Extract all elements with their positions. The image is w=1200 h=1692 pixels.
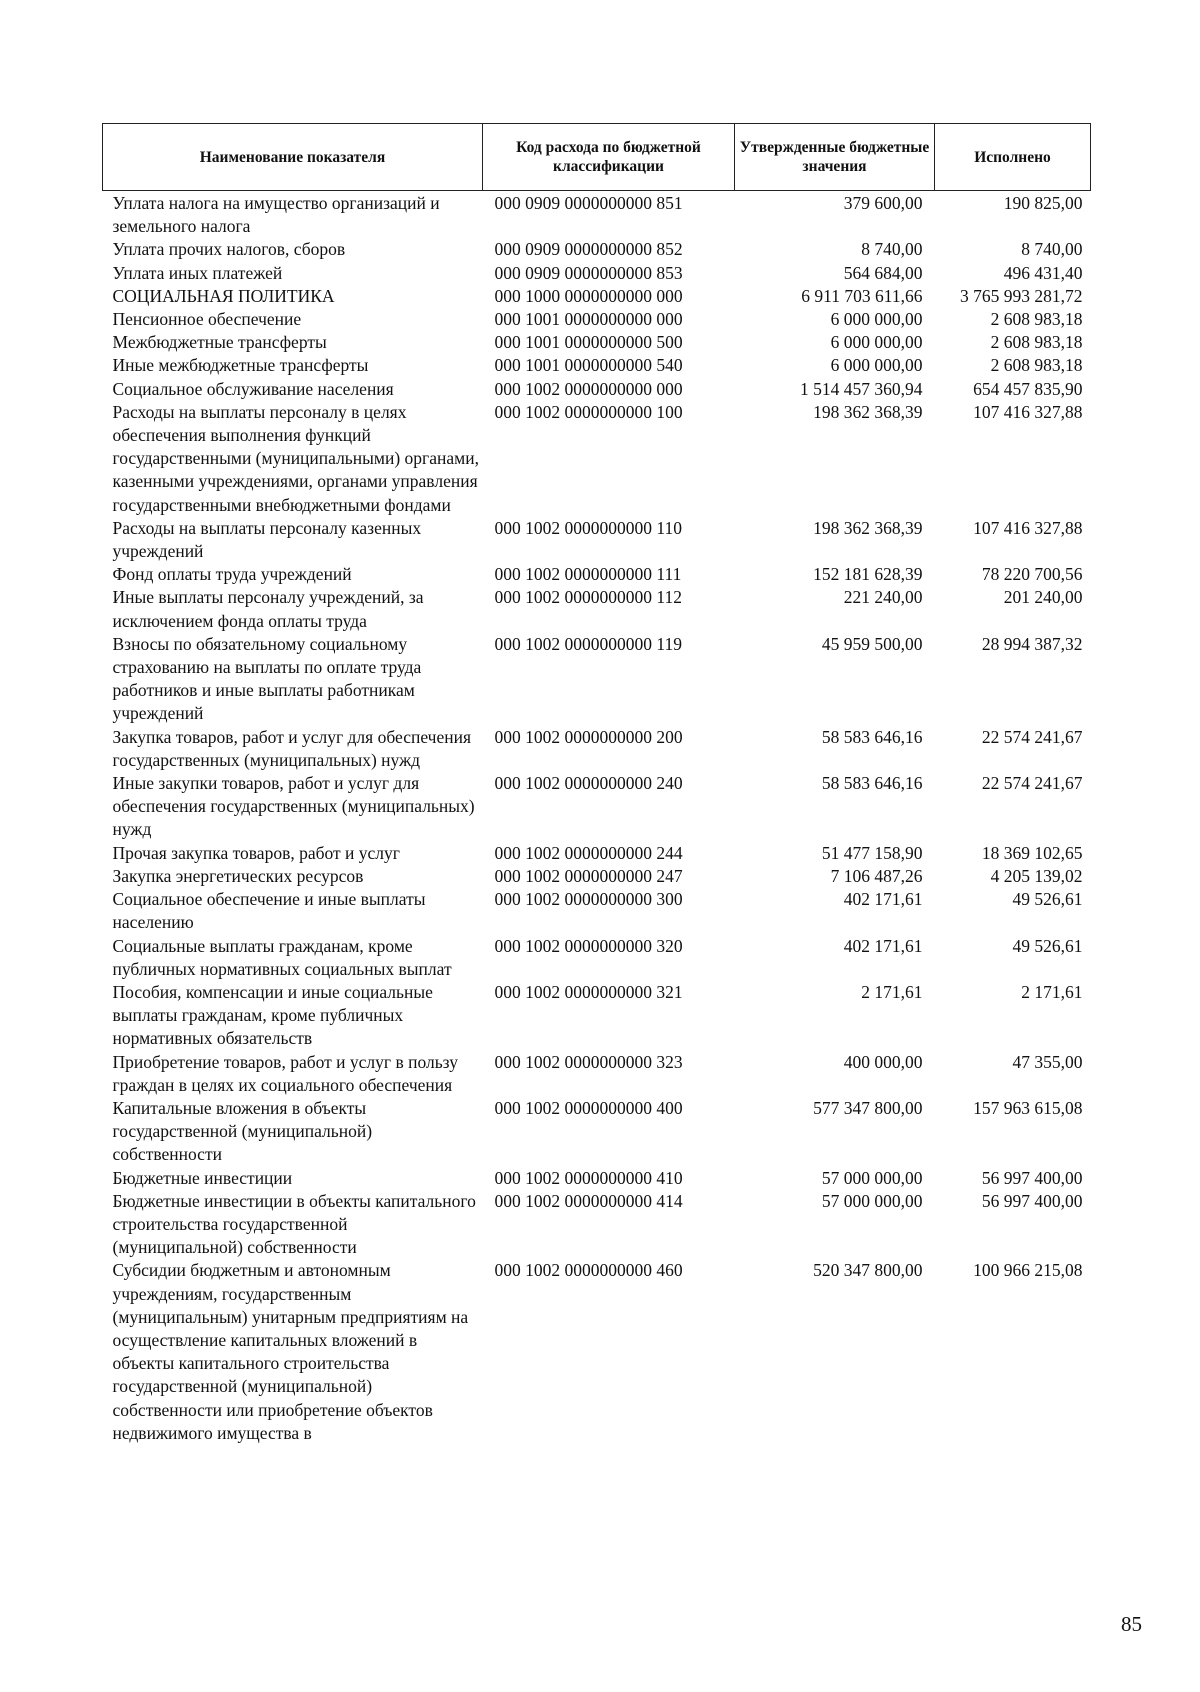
row-executed-cell: 22 574 241,67	[981, 773, 1083, 794]
row-name-cell: Пособия, компенсации и иные социальные выплаты гражданам, кроме публичных нормативных обязательств	[112, 981, 433, 1049]
row-name-cell: Межбюджетные трансферты	[112, 332, 327, 353]
row-executed-cell: 2 608 983,18	[990, 309, 1083, 330]
row-code-cell: 000 1002 0000000000 111	[494, 564, 682, 585]
row-name-cell: Фонд оплаты труда учреждений	[112, 564, 352, 585]
row-code-cell: 000 1002 0000000000 244	[494, 842, 683, 863]
row-code-cell: 000 1002 0000000000 323	[494, 1051, 683, 1072]
row-approved-cell: 2 171,61	[861, 981, 923, 1002]
row-code-cell: 000 1002 0000000000 100	[494, 401, 683, 422]
row-executed-cell: 654 457 835,90	[973, 378, 1083, 399]
row-executed-cell: 496 431,40	[1003, 262, 1083, 283]
table-row	[103, 1051, 1091, 1097]
row-approved-cell: 198 362 368,39	[813, 401, 923, 422]
table-row	[103, 262, 1091, 285]
row-approved-cell: 1 514 457 360,94	[800, 378, 923, 399]
row-approved-cell: 6 000 000,00	[830, 355, 923, 376]
table-row	[103, 865, 1091, 888]
row-approved-cell: 51 477 158,90	[821, 842, 923, 863]
row-name-cell: Взносы по обязательному социальному страхованию на выплаты по оплате труда работников и иные выплаты работникам учреждений	[112, 633, 422, 724]
row-code-cell: 000 1002 0000000000 320	[494, 935, 683, 956]
row-name-cell: Уплата иных платежей	[112, 262, 283, 283]
table-row	[103, 981, 1091, 1051]
row-executed-cell: 100 966 215,08	[973, 1260, 1083, 1281]
row-name-cell: Пенсионное обеспечение	[112, 309, 302, 330]
row-executed-cell: 8 740,00	[1021, 239, 1083, 260]
row-executed-cell: 18 369 102,65	[981, 842, 1083, 863]
row-code-cell: 000 1002 0000000000 000	[494, 378, 683, 399]
row-code-cell: 000 1002 0000000000 110	[494, 517, 682, 538]
table-row	[103, 633, 1091, 726]
row-name-cell: Расходы на выплаты персоналу казенных учреждений	[112, 517, 422, 562]
table-row	[103, 238, 1091, 261]
table-row	[103, 586, 1091, 632]
row-code-cell: 000 1002 0000000000 460	[494, 1260, 683, 1281]
row-executed-cell: 47 355,00	[1012, 1051, 1083, 1072]
row-approved-cell: 6 000 000,00	[830, 332, 923, 353]
row-code-cell: 000 1002 0000000000 240	[494, 773, 683, 794]
table-row	[103, 772, 1091, 842]
row-executed-cell: 4 205 139,02	[990, 865, 1083, 886]
table-row	[103, 308, 1091, 331]
row-name-cell: Иные закупки товаров, работ и услуг для обеспечения государственных (муниципальных) нужд	[112, 773, 475, 840]
row-approved-cell: 402 171,61	[843, 935, 923, 956]
row-executed-cell: 49 526,61	[1012, 889, 1083, 910]
row-code-cell: 000 0909 0000000000 852	[494, 239, 683, 260]
row-code-cell: 000 1002 0000000000 119	[494, 633, 682, 654]
table-row	[103, 354, 1091, 377]
table-row	[103, 331, 1091, 354]
row-name-cell: Бюджетные инвестиции	[112, 1167, 293, 1188]
table-row	[103, 1097, 1091, 1167]
row-executed-cell: 2 608 983,18	[990, 355, 1083, 376]
row-name-cell: Социальные выплаты гражданам, кроме публичных нормативных социальных выплат	[112, 935, 452, 979]
row-executed-cell: 56 997 400,00	[981, 1190, 1083, 1211]
row-executed-cell: 28 994 387,32	[981, 633, 1083, 654]
row-approved-cell: 402 171,61	[843, 889, 923, 910]
table-row	[103, 888, 1091, 934]
row-executed-cell: 56 997 400,00	[981, 1167, 1083, 1188]
row-name-cell: СОЦИАЛЬНАЯ ПОЛИТИКА	[112, 285, 335, 306]
table-row	[103, 842, 1091, 865]
row-code-cell: 000 0909 0000000000 851	[494, 193, 683, 213]
row-approved-cell: 198 362 368,39	[813, 517, 923, 538]
row-approved-cell: 8 740,00	[861, 239, 923, 260]
table-body	[103, 191, 1091, 1445]
row-approved-cell: 520 347 800,00	[813, 1260, 923, 1281]
row-approved-cell: 57 000 000,00	[821, 1190, 923, 1211]
row-name-cell: Капитальные вложения в объекты государственной (муниципальной) собственности	[112, 1097, 373, 1165]
row-name-cell: Закупка товаров, работ и услуг для обеспечения государственных (муниципальных) нужд	[112, 726, 472, 770]
table-row	[103, 378, 1091, 401]
row-code-cell: 000 1001 0000000000 500	[494, 332, 683, 353]
budget-execution-table	[102, 123, 1091, 1445]
table-row	[103, 191, 1091, 239]
row-name-cell: Иные выплаты персоналу учреждений, за исключением фонда оплаты труда	[112, 587, 424, 631]
row-code-cell: 000 1001 0000000000 540	[494, 355, 683, 376]
row-name-cell: Уплата налога на имущество организаций и земельного налога	[112, 193, 440, 237]
row-approved-cell: 7 106 487,26	[830, 865, 923, 886]
header-name: Наименование показателя	[103, 124, 483, 191]
table-row	[103, 285, 1091, 308]
row-approved-cell: 45 959 500,00	[821, 633, 923, 654]
table-header	[103, 124, 1091, 191]
row-executed-cell: 2 608 983,18	[990, 332, 1083, 353]
table-row	[103, 726, 1091, 772]
row-code-cell: 000 1002 0000000000 321	[494, 981, 683, 1002]
row-code-cell: 000 1002 0000000000 200	[494, 726, 683, 747]
row-code-cell: 000 1000 0000000000 000	[494, 285, 683, 306]
row-code-cell: 000 1002 0000000000 247	[494, 865, 683, 886]
table-row	[103, 1167, 1091, 1190]
row-name-cell: Субсидии бюджетным и автономным учреждениям, государственным (муниципальным) унитарным предприятиям на осуществление капитальных вложений в объекты капитального строительства государственной (муниципальной) собственности или приобретение объектов недвижимого имущества в	[112, 1260, 469, 1443]
row-code-cell: 000 1002 0000000000 300	[494, 889, 683, 910]
row-name-cell: Уплата прочих налогов, сборов	[112, 239, 346, 260]
table-row	[103, 1190, 1091, 1260]
row-name-cell: Прочая закупка товаров, работ и услуг	[112, 842, 400, 863]
row-executed-cell: 190 825,00	[1003, 193, 1083, 213]
table-row	[103, 1259, 1091, 1445]
row-approved-cell: 6 000 000,00	[830, 309, 923, 330]
row-approved-cell: 58 583 646,16	[821, 773, 923, 794]
row-approved-cell: 564 684,00	[843, 262, 923, 283]
row-name-cell: Бюджетные инвестиции в объекты капитального строительства государственной (муниципальной) собственности	[112, 1190, 476, 1258]
row-approved-cell: 379 600,00	[843, 193, 923, 213]
row-executed-cell: 201 240,00	[1003, 587, 1083, 608]
row-executed-cell: 3 765 993 281,72	[960, 285, 1083, 306]
row-code-cell: 000 0909 0000000000 853	[494, 262, 683, 283]
header-code: Код расхода по бюджетной классификации	[483, 124, 735, 191]
row-name-cell: Социальное обслуживание населения	[112, 378, 394, 399]
page-number: 85	[1121, 1612, 1142, 1636]
row-executed-cell: 107 416 327,88	[973, 517, 1083, 538]
row-executed-cell: 157 963 615,08	[973, 1097, 1083, 1118]
row-executed-cell: 2 171,61	[1021, 981, 1083, 1002]
row-approved-cell: 221 240,00	[843, 587, 923, 608]
row-approved-cell: 57 000 000,00	[821, 1167, 923, 1188]
row-name-cell: Закупка энергетических ресурсов	[112, 865, 364, 886]
row-approved-cell: 577 347 800,00	[813, 1097, 923, 1118]
row-approved-cell: 400 000,00	[843, 1051, 923, 1072]
row-approved-cell: 152 181 628,39	[813, 564, 923, 585]
row-code-cell: 000 1002 0000000000 400	[494, 1097, 683, 1118]
table-row	[103, 563, 1091, 586]
row-code-cell: 000 1002 0000000000 112	[494, 587, 682, 608]
table-row	[103, 401, 1091, 517]
row-code-cell: 000 1002 0000000000 414	[494, 1190, 683, 1211]
row-executed-cell: 22 574 241,67	[981, 726, 1083, 747]
header-executed: Исполнено	[935, 124, 1091, 191]
row-name-cell: Иные межбюджетные трансферты	[112, 355, 369, 376]
row-executed-cell: 49 526,61	[1012, 935, 1083, 956]
table-row	[103, 935, 1091, 981]
row-code-cell: 000 1001 0000000000 000	[494, 309, 683, 330]
header-approved: Утвержденные бюджетные значения	[735, 124, 935, 191]
row-executed-cell: 107 416 327,88	[973, 401, 1083, 422]
row-executed-cell: 78 220 700,56	[981, 564, 1083, 585]
row-name-cell: Расходы на выплаты персоналу в целях обеспечения выполнения функций государственными (муниципальными) органами, казенными учреждениями, органами управления государственными внебюджетными фондами	[112, 401, 479, 515]
row-approved-cell: 58 583 646,16	[821, 726, 923, 747]
table-row	[103, 517, 1091, 563]
row-code-cell: 000 1002 0000000000 410	[494, 1167, 683, 1188]
row-approved-cell: 6 911 703 611,66	[801, 285, 923, 306]
row-name-cell: Социальное обеспечение и иные выплаты населению	[112, 889, 426, 933]
row-name-cell: Приобретение товаров, работ и услуг в пользу граждан в целях их социального обеспечения	[112, 1051, 458, 1095]
